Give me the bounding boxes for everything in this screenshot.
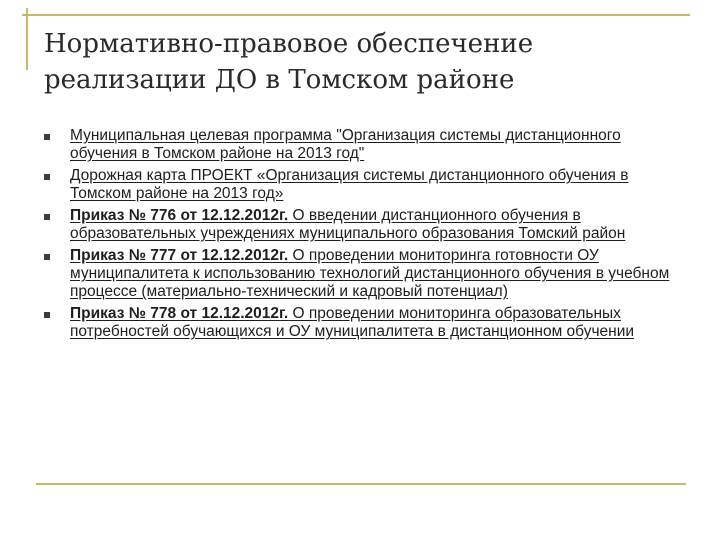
top-divider — [22, 14, 690, 16]
square-bullet-icon — [44, 312, 50, 318]
bullet-link[interactable] — [70, 127, 621, 162]
bullet-body: Дорожная карта ПРОЕКТ «Организация системы дистанционного обучения в Томском районе на 2013 год» — [70, 167, 629, 202]
bullet-bold: Приказ № 778 от 12.12.2012г. — [70, 305, 289, 322]
bullet-link[interactable] — [70, 167, 628, 202]
bullet-body: О проведении мониторинга образовательных потребностей обучающихся и ОУ муниципалитета в дистанционном обучении — [70, 305, 635, 340]
title-line-1: Нормативно-правовое обеспечение — [44, 29, 534, 59]
list-item — [44, 127, 676, 163]
square-bullet-icon — [44, 174, 50, 180]
bullet-link[interactable] — [70, 305, 634, 340]
bullet-body: Муниципальная целевая программа "Организация системы дистанционного обучения в Томском районе на 2013 год" — [70, 127, 621, 162]
square-bullet-icon — [44, 254, 50, 260]
title-line-2: реализации ДО в Томском районе — [44, 65, 515, 95]
bottom-divider — [36, 483, 686, 485]
bullet-link[interactable] — [70, 207, 625, 242]
bullet-link[interactable] — [70, 247, 669, 300]
list-item — [44, 167, 676, 203]
list-item — [44, 207, 676, 243]
slide-title — [44, 26, 684, 98]
bullet-body: О введении дистанционного обучения в образовательных учреждениях муниципального образования Томский район — [70, 207, 626, 242]
square-bullet-icon — [44, 214, 50, 220]
bullet-bold: Приказ № 776 от 12.12.2012г. — [70, 207, 289, 224]
list-item — [44, 247, 676, 301]
bullet-bold: Приказ № 777 от 12.12.2012г. — [70, 247, 289, 264]
left-divider — [26, 8, 28, 70]
square-bullet-icon — [44, 134, 50, 140]
bullet-list — [44, 127, 676, 345]
bullet-body: О проведении мониторинга готовности ОУ муниципалитета к использованию технологий дистанционного обучения в учебном процессе (материально-технический и кадровый потенциал) — [70, 247, 670, 300]
list-item — [44, 305, 676, 341]
